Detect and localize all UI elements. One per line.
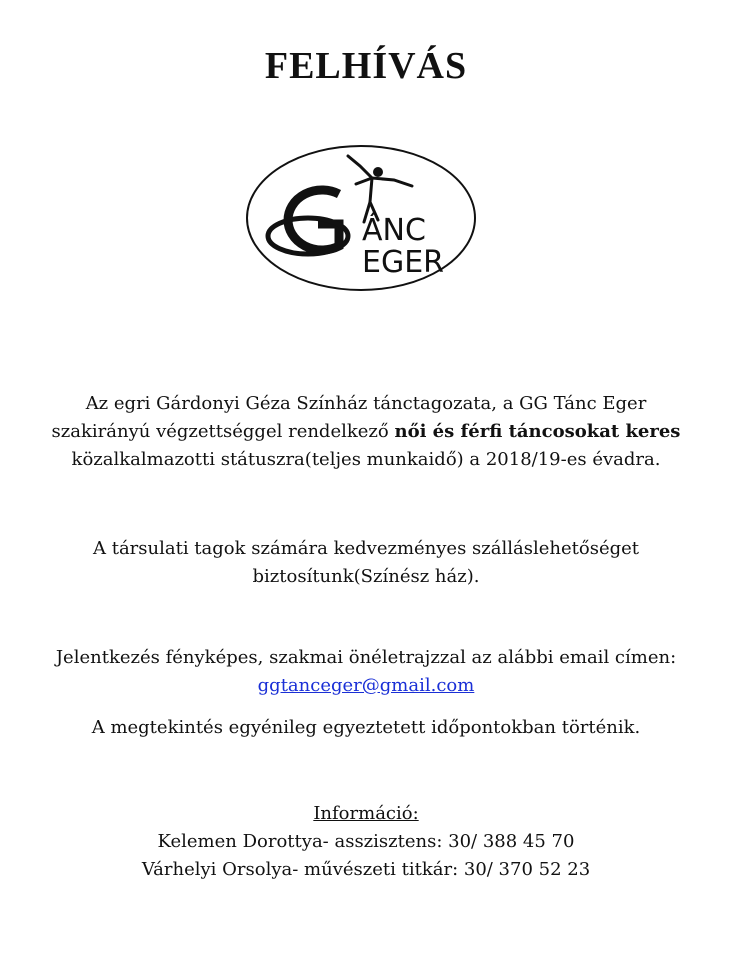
- housing-line-1: A társulati tagok számára kedvezményes szálláslehetőséget: [92, 538, 640, 559]
- logo-text-tanc: ÁNC: [362, 213, 426, 248]
- application-line-1: Jelentkezés fényképes, szakmai önéletrajzzal az alábbi email címen:: [55, 647, 677, 668]
- intro-line-2: [0, 418, 732, 446]
- intro-paragraph: [0, 390, 732, 474]
- intro-line-1: Az egri Gárdonyi Géza Színház tánctagozata, a GG Tánc Eger: [85, 393, 647, 414]
- housing-paragraph: [0, 535, 732, 591]
- audition-line: A megtekintés egyénileg egyeztetett időpontokban történik.: [91, 717, 641, 738]
- housing-line-2: biztosítunk(Színész ház).: [252, 566, 480, 587]
- info-section: [0, 800, 732, 884]
- contact-2: Várhelyi Orsolya- művészeti titkár: 30/ 370 52 23: [141, 859, 591, 880]
- intro-highlight: női és férfi táncosokat keres: [394, 421, 681, 442]
- contact-1: Kelemen Dorottya- asszisztens: 30/ 388 45 70: [157, 831, 575, 852]
- info-heading: Információ:: [313, 803, 419, 824]
- logo-text-eger: EGER: [362, 245, 445, 280]
- audition-paragraph: [0, 714, 732, 742]
- page-title: FELHÍVÁS: [264, 45, 468, 87]
- intro-line-2-text: szakirányú végzettséggel rendelkező: [51, 421, 395, 442]
- intro-line-3: közalkalmazotti státuszra(teljes munkaidő) a 2018/19-es évadra.: [71, 449, 661, 470]
- email-link[interactable]: ggtanceger@gmail.com: [257, 675, 475, 696]
- gg-tanc-eger-logo-icon: [244, 142, 478, 294]
- application-paragraph: [0, 644, 732, 700]
